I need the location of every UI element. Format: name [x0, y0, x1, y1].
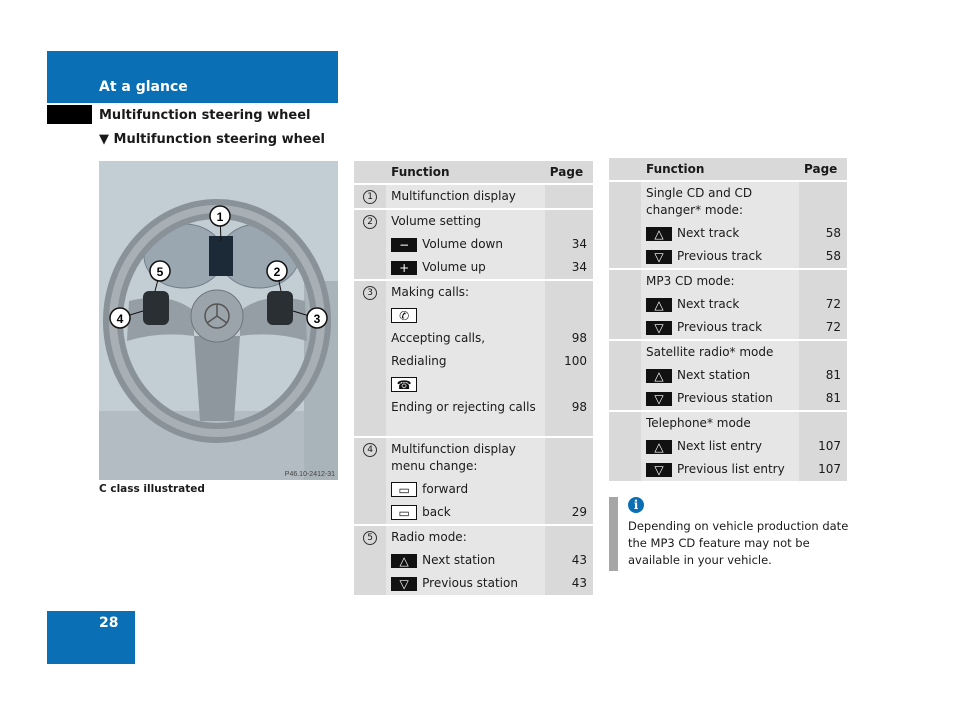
function-label: MP3 CD mode:: [646, 274, 735, 288]
function-label: Volume up: [422, 260, 486, 274]
page-ref: 81: [825, 391, 841, 405]
function-label: Redialing: [391, 354, 447, 368]
page-ref: 72: [825, 320, 841, 334]
info-icon: i: [628, 497, 644, 513]
function-label: Previous track: [677, 320, 763, 334]
page-ref: 100: [564, 354, 587, 368]
down-arrow-icon: ▽: [391, 577, 417, 591]
page-ref: 34: [571, 260, 587, 274]
function-entry: [391, 478, 545, 501]
figure-caption: C class illustrated: [99, 483, 205, 495]
row-number: 2: [363, 215, 377, 229]
page-ref: [799, 341, 841, 364]
table-row: [609, 340, 847, 411]
function-table-2: [609, 158, 847, 481]
page-ref: [799, 182, 841, 222]
function-label: Next list entry: [677, 439, 762, 453]
function-entry: [391, 572, 545, 595]
page-ref: 43: [571, 553, 587, 567]
function-table-1: [354, 161, 593, 595]
section-marker: [47, 105, 92, 124]
page-ref: 58: [825, 249, 841, 263]
up-arrow-icon: △: [646, 440, 672, 454]
callout-1: [210, 206, 230, 226]
function-entry: [646, 293, 799, 316]
callout-3: [307, 308, 327, 328]
minus-icon: −: [391, 238, 417, 252]
function-entry: [391, 501, 545, 524]
function-entry: [646, 222, 799, 245]
row-number: 3: [363, 286, 377, 300]
callout-5: [150, 261, 170, 281]
function-entry: [391, 438, 545, 478]
function-label: Previous station: [677, 391, 773, 405]
svg-text:3: 3: [313, 312, 321, 326]
table-row: [354, 525, 593, 595]
page-ref: [545, 438, 587, 478]
phone-hangup-icon: ☎: [391, 377, 417, 392]
function-label: Next station: [422, 553, 496, 567]
page-ref: [545, 478, 587, 501]
page-ref: 107: [818, 439, 841, 453]
function-label: Next track: [677, 226, 740, 240]
menu-forward-icon: ▭: [391, 482, 417, 497]
table-row: [609, 411, 847, 481]
function-entry: [646, 458, 799, 481]
col-page-header: Page: [545, 161, 593, 184]
up-arrow-icon: △: [646, 227, 672, 241]
function-entry: [391, 526, 545, 549]
function-entry: [646, 182, 799, 222]
function-entry: [646, 364, 799, 387]
function-label: Single CD and CD changer* mode:: [646, 186, 753, 217]
page-ref: [799, 412, 841, 435]
svg-text:4: 4: [116, 312, 124, 326]
function-entry: [646, 387, 799, 410]
page-ref: 58: [825, 226, 841, 240]
page-number-box: [47, 611, 135, 664]
function-label: Satellite radio* mode: [646, 345, 774, 359]
page-ref: [545, 373, 587, 396]
page-ref: 29: [571, 505, 587, 519]
function-entry: [391, 327, 545, 350]
function-label: Previous station: [422, 576, 518, 590]
page-ref: 34: [571, 237, 587, 251]
function-label: forward: [422, 482, 469, 496]
function-entry: [646, 316, 799, 339]
page-ref: 43: [571, 576, 587, 590]
phone-pickup-icon: ✆: [391, 308, 417, 323]
plus-icon: +: [391, 261, 417, 275]
page-subtitle: Multifunction steering wheel: [99, 108, 311, 123]
svg-text:1: 1: [216, 210, 224, 224]
section-header-bar: [47, 51, 338, 103]
function-label: Previous track: [677, 249, 763, 263]
down-arrow-icon: ▽: [646, 392, 672, 406]
svg-text:5: 5: [156, 265, 164, 279]
function-entry: [391, 304, 545, 327]
table-row: [354, 280, 593, 437]
function-label: Radio mode:: [391, 530, 467, 544]
up-arrow-icon: △: [646, 369, 672, 383]
up-arrow-icon: △: [646, 298, 672, 312]
function-label: Next station: [677, 368, 751, 382]
function-entry: [646, 341, 799, 364]
function-entry: [391, 396, 545, 419]
table-header-row: [609, 158, 847, 181]
down-arrow-icon: ▽: [646, 250, 672, 264]
up-arrow-icon: △: [391, 554, 417, 568]
function-label: Accepting calls,: [391, 331, 486, 345]
table-row: [609, 269, 847, 340]
menu-back-icon: ▭: [391, 505, 417, 520]
page-ref: 107: [818, 462, 841, 476]
page-ref: [799, 270, 841, 293]
callout-2: [267, 261, 287, 281]
row-number: 1: [363, 190, 377, 204]
page-ref: [545, 304, 587, 327]
function-label: Multifunction display: [391, 189, 516, 203]
down-arrow-icon: ▽: [646, 321, 672, 335]
function-entry: [391, 350, 545, 373]
function-entry: [391, 549, 545, 572]
function-label: back: [422, 505, 451, 519]
function-entry: [391, 233, 545, 256]
function-label: Volume setting: [391, 214, 482, 228]
function-entry: [646, 412, 799, 435]
function-entry: [391, 210, 545, 233]
steering-wheel-illustration: [99, 161, 338, 480]
section-heading: ▼ Multifunction steering wheel: [99, 132, 325, 147]
callout-4: [110, 308, 130, 328]
function-entry: [391, 281, 545, 304]
function-entry: [391, 373, 545, 396]
row-number: 5: [363, 531, 377, 545]
down-arrow-icon: ▽: [646, 463, 672, 477]
page-ref: [545, 281, 587, 304]
table-row: [354, 184, 593, 209]
svg-text:2: 2: [273, 265, 281, 279]
page-ref: 98: [571, 400, 587, 414]
function-entry: [646, 270, 799, 293]
function-entry: [646, 435, 799, 458]
page-ref: 72: [825, 297, 841, 311]
function-label: Volume down: [422, 237, 503, 251]
function-label: Telephone* mode: [646, 416, 751, 430]
page-ref: 98: [571, 331, 587, 345]
page-number: 28: [99, 615, 119, 631]
table-row: [609, 181, 847, 269]
page-ref: [545, 185, 587, 208]
table-header-row: [354, 161, 593, 184]
row-number: 4: [363, 443, 377, 457]
info-text: Depending on vehicle production date the MP3 CD feature may not be available in your vehicle.: [628, 519, 849, 567]
table-row: [354, 437, 593, 525]
page-ref: 81: [825, 368, 841, 382]
col-function-header: Function: [641, 158, 799, 181]
function-entry: [646, 245, 799, 268]
function-label: Making calls:: [391, 285, 470, 299]
page-ref: [545, 210, 587, 233]
figure-code: P46.10-2412-31: [284, 471, 335, 478]
function-entry: [391, 256, 545, 279]
function-label: Multifunction display menu change:: [391, 442, 516, 473]
col-function-header: Function: [386, 161, 545, 184]
steering-wheel-photo: [99, 161, 338, 480]
col-page-header: Page: [799, 158, 847, 181]
function-label: Previous list entry: [677, 462, 785, 476]
table-row: [354, 209, 593, 280]
function-label: Ending or rejecting calls: [391, 400, 536, 414]
page-ref: [545, 526, 587, 549]
function-label: Next track: [677, 297, 740, 311]
section-title: At a glance: [99, 79, 188, 95]
function-entry: [391, 185, 545, 208]
